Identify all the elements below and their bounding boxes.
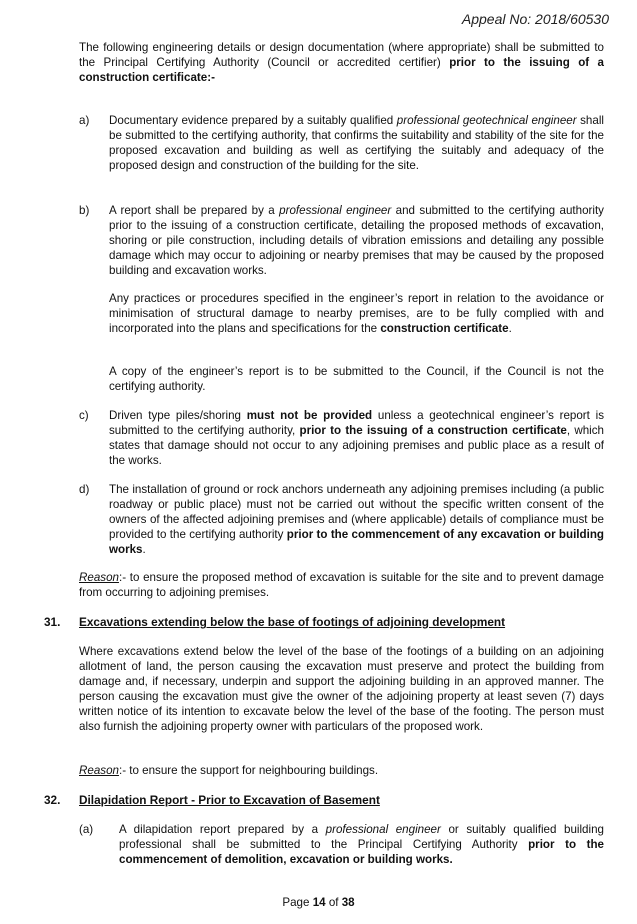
section-32-item-text — [119, 822, 604, 867]
item-d-t2: . — [142, 543, 146, 556]
item-c-bold-2: prior to the issuing of a construction certificate — [299, 424, 567, 437]
item-c-t1: Driven type piles/shoring — [109, 409, 247, 422]
item-b-p2-text: Any practices or procedures specified in the engineer’s report in relation to the avoidance or minimisation of structural damage to nearby premises, are to be fully complied with and incorporated into the plans and specifications for the — [109, 292, 604, 335]
footer-current-page: 14 — [312, 896, 326, 909]
section-31-heading — [79, 615, 505, 630]
item-b-paragraph-2 — [109, 291, 604, 336]
reason-paragraph-1 — [79, 570, 604, 600]
appeal-number: Appeal No: 2018/60530 — [461, 11, 609, 27]
item-d-bold: prior to the commencement of any excavation or building works — [109, 528, 604, 556]
section-32-bold: prior to the commencement of demolition, excavation or building works. — [119, 838, 604, 866]
item-c-t3: , which states that damage should not occur to any adjoining premises and public place as a result of the works. — [109, 424, 604, 467]
item-a-t2: shall be submitted to the certifying authority, that confirms the suitability and stability of the site for the proposed excavation and building as well as certifying the suitably and adequacy of the proposed design and construction of the building for the site. — [109, 114, 604, 172]
item-d-text — [109, 482, 604, 557]
intro-paragraph — [79, 40, 604, 85]
section-31-number: 31. — [44, 615, 61, 629]
item-a-italic: professional geotechnical engineer — [396, 114, 577, 127]
item-b-label: b) — [79, 204, 90, 217]
item-b-t2: and submitted to the certifying authority prior to the issuing of a construction certificate, detailing the proposed methods of excavation, shoring or pile construction, including details of vibration emissions and detailing any possible damage which may occur to adjoining or nearby premises that may be caused by the proposed building and excavation works. — [109, 204, 604, 277]
item-c-label: c) — [79, 409, 89, 422]
section-31-title: Excavations extending below the base of footings of adjoining development — [79, 615, 506, 629]
footer-total-pages: 38 — [341, 896, 355, 909]
section-32-heading — [79, 793, 380, 808]
item-c-bold-1: must not be provided — [246, 409, 373, 422]
section-32-t1: A dilapidation report prepared by a — [119, 823, 326, 836]
footer-prefix: Page — [282, 896, 313, 909]
section-32-number: 32. — [44, 793, 61, 807]
item-a-text — [109, 113, 604, 173]
item-b-italic: professional engineer — [279, 204, 392, 217]
section-31-body: Where excavations extend below the level of the base of the footings of a building on an adjoining allotment of land, the person causing the excavation must preserve and protect the building from damage and, if necessary, underpin and support the adjoining building in an approved manner. The person causing the excavation must give the owner of the adjoining property at least seven (7) days written notice of its intention to excavate below the level of the base of the footing. The person must also furnish the adjoining property owner with particulars of the proposed work. — [79, 645, 604, 733]
reason-text-1: :- to ensure the proposed method of excavation is suitable for the site and to prevent damage from occurring to adjoining premises. — [79, 571, 604, 599]
item-b-text — [109, 203, 604, 278]
reason-label-2: Reason — [79, 764, 119, 777]
item-a-label: a) — [79, 114, 90, 127]
item-c-t2: unless a geotechnical engineer’s report is submitted to the certifying authority, — [109, 409, 604, 437]
intro-text: The following engineering details or design documentation (where appropriate) shall be submitted to the Principal Certifying Authority (Council or accredited certifier) — [79, 41, 604, 69]
section-31-reason — [79, 763, 604, 778]
item-b-p2-bold: construction certificate — [380, 322, 509, 335]
item-c-text — [109, 408, 604, 468]
section-32-t2: or suitably qualified building professional shall be submitted to the Principal Certifying Authority — [119, 823, 604, 851]
intro-bold: prior to the issuing of a construction certificate:- — [79, 56, 605, 84]
item-b-p2-end: . — [508, 322, 512, 335]
item-d-label: d) — [79, 483, 90, 496]
reason-text-2: :- to ensure the support for neighbouring buildings. — [118, 764, 379, 777]
section-32-item-label: (a) — [79, 823, 94, 836]
section-32-italic: professional engineer — [325, 823, 441, 836]
page-footer — [0, 896, 637, 909]
item-a-t1: Documentary evidence prepared by a suitably qualified — [109, 114, 397, 127]
section-32-title: Dilapidation Report - Prior to Excavation of Basement — [79, 793, 380, 807]
item-d-t1: The installation of ground or rock anchors underneath any adjoining premises including (a public roadway or public place) must not be carried out without the specific written consent of the owners of the affected adjoining premises and (where applicable) details of compliance must be provided to the certifying authority — [109, 483, 604, 541]
item-b-t1: A report shall be prepared by a — [109, 204, 280, 217]
footer-middle: of — [325, 896, 342, 909]
item-b-paragraph-3: A copy of the engineer’s report is to be submitted to the Council, if the Council is not the certifying authority. — [109, 365, 604, 393]
reason-label-1: Reason — [79, 571, 119, 584]
